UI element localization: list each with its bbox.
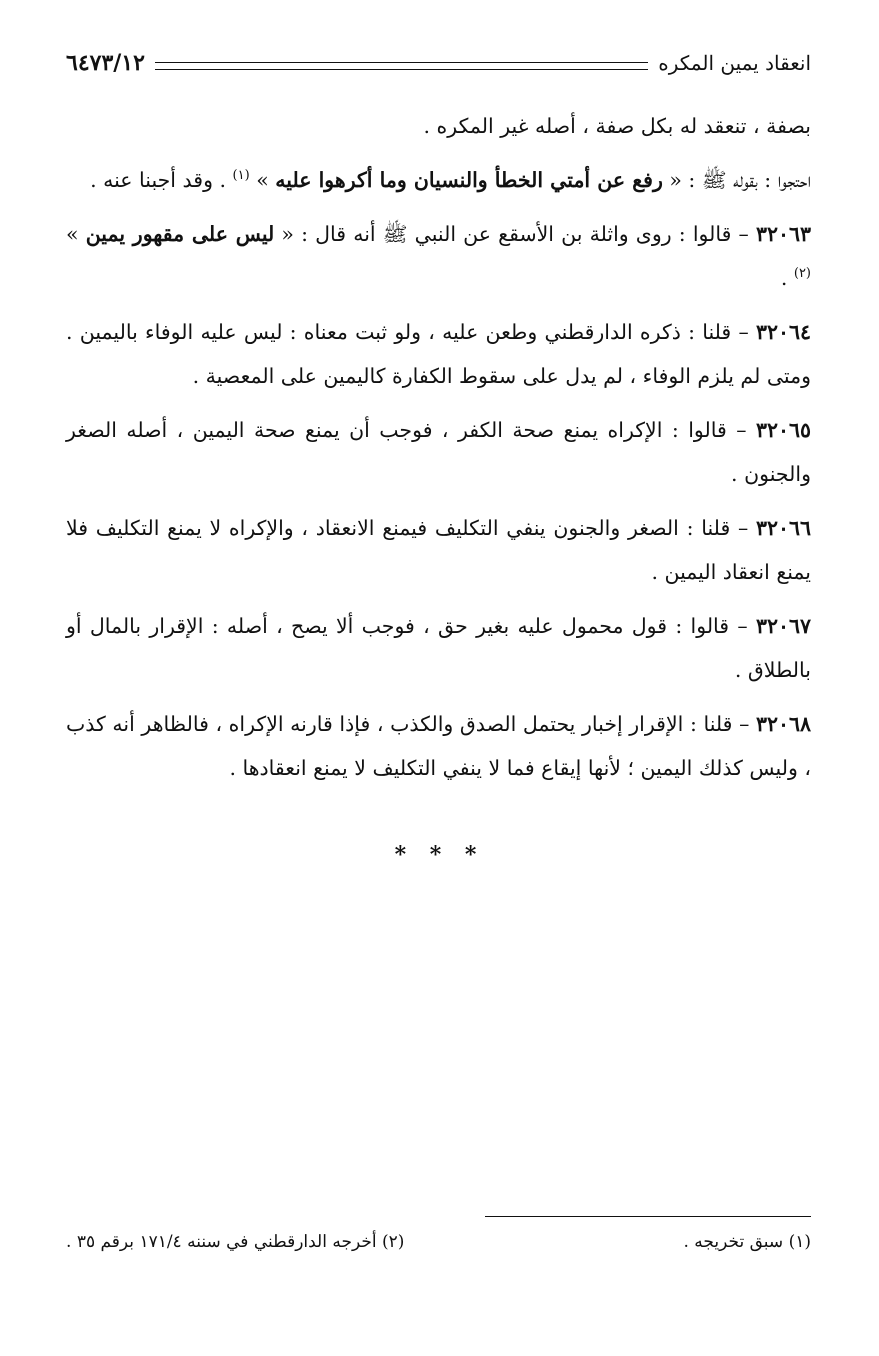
footnote-rule bbox=[485, 1216, 811, 1217]
running-header bbox=[66, 48, 811, 78]
hadith-quote: ليس على مقهور يمين bbox=[85, 222, 275, 246]
paragraph-text-pre: احتجوا : بقوله ﷺ : « bbox=[662, 168, 811, 192]
paragraph-number: ٣٢٠٦٤ bbox=[755, 320, 811, 344]
paragraph-number: ٣٢٠٦٦ bbox=[755, 516, 811, 540]
numbered-paragraph bbox=[66, 506, 811, 594]
paragraph-text: – قلنا : الإقرار إخبار يحتمل الصدق والكذب ، فإذا قارنه الإكراه ، فالظاهر أنه كذب ، وليس كذلك اليمين ؛ لأنها إيقاع فما لا ينفي التكليف لا يمنع انعقادها . bbox=[66, 712, 811, 780]
paragraph-text-post: . وقد أجبنا عنه . bbox=[90, 168, 233, 192]
footnote-1: (١) سبق تخريجه . bbox=[683, 1232, 811, 1252]
paragraph-continuation bbox=[66, 104, 811, 148]
numbered-paragraph bbox=[66, 702, 811, 790]
paragraph-text: – قالوا : قول محمول عليه بغير حق ، فوجب ألا يصح ، أصله : الإقرار بالمال أو بالطلاق . bbox=[66, 614, 811, 682]
header-title: انعقاد يمين المكره bbox=[658, 51, 811, 75]
section-separator: * * * bbox=[394, 842, 485, 868]
quote-close: » bbox=[249, 168, 276, 192]
paragraph-argument bbox=[66, 158, 811, 202]
footnotes bbox=[66, 1232, 811, 1262]
paragraph-number: ٣٢٠٦٥ bbox=[755, 418, 811, 442]
paragraph-text: – قلنا : ذكره الدارقطني وطعن عليه ، ولو ثبت معناه : ليس عليه الوفاء باليمين . ومتى لم يلزم الوفاء ، لم يدل على سقوط الكفارة كاليمين على المعصية . bbox=[66, 320, 811, 388]
numbered-paragraph bbox=[66, 212, 811, 300]
header-rule bbox=[155, 62, 648, 70]
footnote-reference: (٢) bbox=[793, 266, 811, 282]
paragraph-number: ٣٢٠٦٧ bbox=[755, 614, 811, 638]
paragraph-number: ٣٢٠٦٣ bbox=[755, 222, 811, 246]
numbered-paragraph bbox=[66, 310, 811, 398]
quote-close: » bbox=[66, 222, 86, 246]
footnote-reference: (١) bbox=[232, 168, 250, 184]
paragraph-text-post: . bbox=[780, 266, 794, 290]
header-page-number: ٦٤٧٣/١٢ bbox=[66, 50, 145, 76]
paragraph-text: – قالوا : الإكراه يمنع صحة الكفر ، فوجب أن يمنع صحة اليمين ، أصله الصغر والجنون . bbox=[66, 418, 811, 486]
paragraph-text-pre: – قالوا : روى واثلة بن الأسقع عن النبي ﷺ أنه قال : « bbox=[274, 222, 756, 246]
paragraph-number: ٣٢٠٦٨ bbox=[755, 712, 811, 736]
paragraph-text: – قلنا : الصغر والجنون ينفي التكليف فيمنع الانعقاد ، والإكراه لا يمنع التكليف فلا يمنع انعقاد اليمين . bbox=[66, 516, 811, 584]
hadith-quote: رفع عن أمتي الخطأ والنسيان وما أكرهوا عليه bbox=[275, 168, 663, 192]
paragraph-text: بصفة ، تنعقد له بكل صفة ، أصله غير المكره . bbox=[423, 114, 811, 138]
numbered-paragraph bbox=[66, 408, 811, 496]
footnote-2: (٢) أخرجه الدارقطني في سننه ١٧١/٤ برقم ٣٥ . bbox=[66, 1232, 405, 1252]
main-text bbox=[66, 104, 811, 800]
numbered-paragraph bbox=[66, 604, 811, 692]
